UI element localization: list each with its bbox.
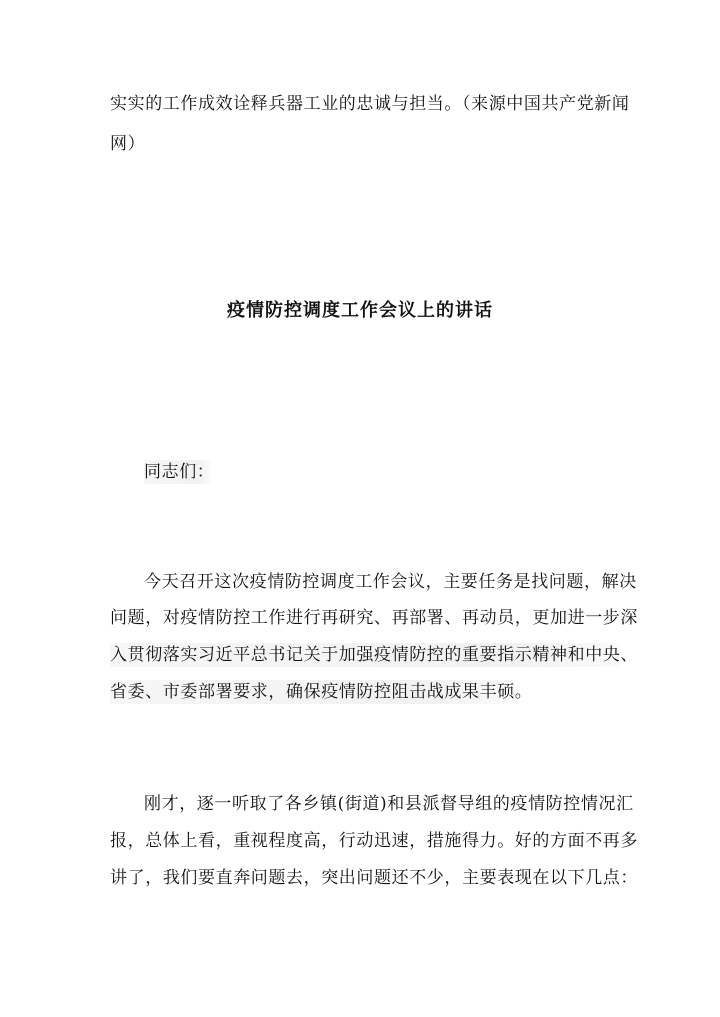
paragraph2-line-3: 讲了，我们要直奔问题去，突出问题还不少，主要表现在以下几点： [110, 868, 638, 888]
document-title: 疫情防控调度工作会议上的讲话 [227, 300, 493, 321]
paragraph1-line-1: 今天召开这次疫情防控调度工作会议，主要任务是找问题，解决 [144, 572, 637, 592]
paragraph2-line-1: 刚才，逐一听取了各乡镇(街道)和县派督导组的疫情防控情况汇 [144, 794, 634, 814]
paragraph1-line-4: 省委、市委部署要求，确保疫情防控阻击战成果丰硕。 [110, 682, 533, 702]
paragraph1-line-3: 入贯彻落实习近平总书记关于加强疫情防控的重要指示精神和中央、 [110, 645, 638, 665]
salutation: 同志们： [144, 462, 215, 482]
paragraph2-line-2: 报，总体上看，重视程度高，行动迅速，措施得力。好的方面不再多 [110, 831, 638, 851]
intro-line-1: 实实的工作成效诠释兵器工业的忠诚与担当。（来源中国共产党新闻 [110, 94, 630, 114]
paragraph1-line-2: 问题，对疫情防控工作进行再研究、再部署、再动员，更加进一步深 [110, 608, 638, 628]
intro-line-2: 网） [110, 134, 146, 154]
